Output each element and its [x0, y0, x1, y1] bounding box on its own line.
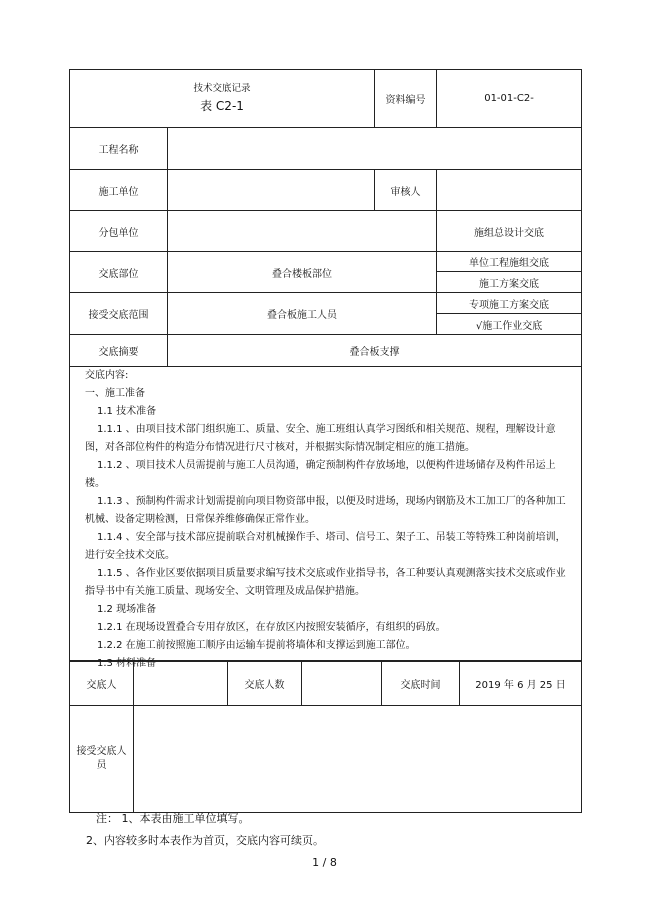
- handover-count-field[interactable]: [302, 662, 382, 706]
- option-unit-project[interactable]: 单位工程施组交底: [437, 252, 582, 272]
- paragraph: 1.2.2 在施工前按照施工顺序由运输车提前将墙体和支撑运到施工部位。: [97, 640, 416, 651]
- subcontractor-field[interactable]: [168, 211, 437, 252]
- section-heading: 一、施工准备: [85, 388, 145, 399]
- receivers-label: [70, 706, 134, 813]
- handover-count-label: 交底人数: [228, 662, 302, 706]
- reviewer-label: 审核人: [375, 170, 437, 211]
- form-title-line2: 表 C2-1: [200, 98, 244, 113]
- option-work-handover-checked[interactable]: √施工作业交底: [437, 314, 582, 335]
- receiver-scope-field[interactable]: 叠合板施工人员: [168, 293, 437, 335]
- summary-label: 交底摘要: [70, 335, 168, 367]
- construction-unit-field[interactable]: [168, 170, 375, 211]
- footnote: 注： 1、本表由施工单位填写。: [96, 812, 250, 825]
- receivers-label-text: 接受交底人员: [76, 746, 127, 771]
- subsection-heading: 1.3 材料准备: [97, 658, 157, 669]
- signoff-table: [69, 661, 582, 813]
- subcontractor-label: 分包单位: [70, 211, 168, 252]
- receiver-scope-label: 接受交底范围: [70, 293, 168, 335]
- option-construction-plan[interactable]: 施工方案交底: [437, 272, 582, 293]
- doc-no-label: 资料编号: [375, 70, 437, 128]
- handover-time-field[interactable]: 2019 年 6 月 25 日: [460, 662, 582, 706]
- form-title-line1: 技术交底记录: [193, 83, 251, 95]
- handover-person-label: 交底人: [70, 662, 134, 706]
- paragraph: 1.1.1 、由项目技术部门组织施工、质量、安全、施工班组认真学习图纸和相关规范、规程，理解设计意图，对各部位构件的构造分布情况进行尺寸核对，并根据实际情况制定相应的施工措施。: [85, 424, 556, 453]
- page-indicator: 1 / 8: [312, 856, 337, 869]
- summary-field[interactable]: 叠合板支撑: [168, 335, 582, 367]
- project-name-label: 工程名称: [70, 128, 168, 170]
- paragraph: 1.1.4 、安全部与技术部应提前联合对机械操作手、塔司、信号工、架子工、吊装工等特殊工种岗前培训，进行安全技术交底。: [85, 532, 566, 561]
- reviewer-field[interactable]: [437, 170, 582, 211]
- paragraph: 1.1.3 、预制构件需求计划需提前向项目物资部申报，以便及时进场，现场内钢筋及木工加工厂的各种加工机械、设备定期检测，日常保养维修确保正常作业。: [85, 496, 566, 525]
- receivers-field[interactable]: [134, 706, 582, 813]
- handover-time-label: 交底时间: [382, 662, 460, 706]
- subsection-heading: 1.1 技术准备: [97, 406, 157, 417]
- footnotes: [86, 808, 324, 852]
- paragraph: 1.2.1 在现场设置叠合专用存放区，在存放区内按照安装循序，有组织的码放。: [97, 622, 446, 633]
- footnote: 2、内容较多时本表作为首页，交底内容可续页。: [86, 834, 324, 847]
- option-special-plan[interactable]: 专项施工方案交底: [437, 293, 582, 314]
- handover-content: [85, 367, 575, 673]
- form-title: [70, 70, 375, 128]
- doc-no-value[interactable]: 01-01-C2-: [437, 70, 582, 128]
- construction-unit-label: 施工单位: [70, 170, 168, 211]
- handover-part-field[interactable]: 叠合楼板部位: [168, 252, 437, 293]
- handover-person-field[interactable]: [134, 662, 228, 706]
- project-name-field[interactable]: [168, 128, 582, 170]
- content-heading: 交底内容:: [85, 370, 129, 381]
- subsection-heading: 1.2 现场准备: [97, 604, 157, 615]
- option-general-design[interactable]: 施组总设计交底: [437, 211, 582, 252]
- paragraph: 1.1.5 、各作业区要依据项目质量要求编写技术交底或作业指导书，各工种要认真观测落实技术交底或作业指导书中有关施工质量、现场安全、文明管理及成品保护措施。: [85, 568, 566, 597]
- paragraph: 1.1.2 、项目技术人员需提前与施工人员沟通，确定预制构件存放场地，以便构件进场储存及构件吊运上楼。: [85, 460, 556, 489]
- handover-part-label: 交底部位: [70, 252, 168, 293]
